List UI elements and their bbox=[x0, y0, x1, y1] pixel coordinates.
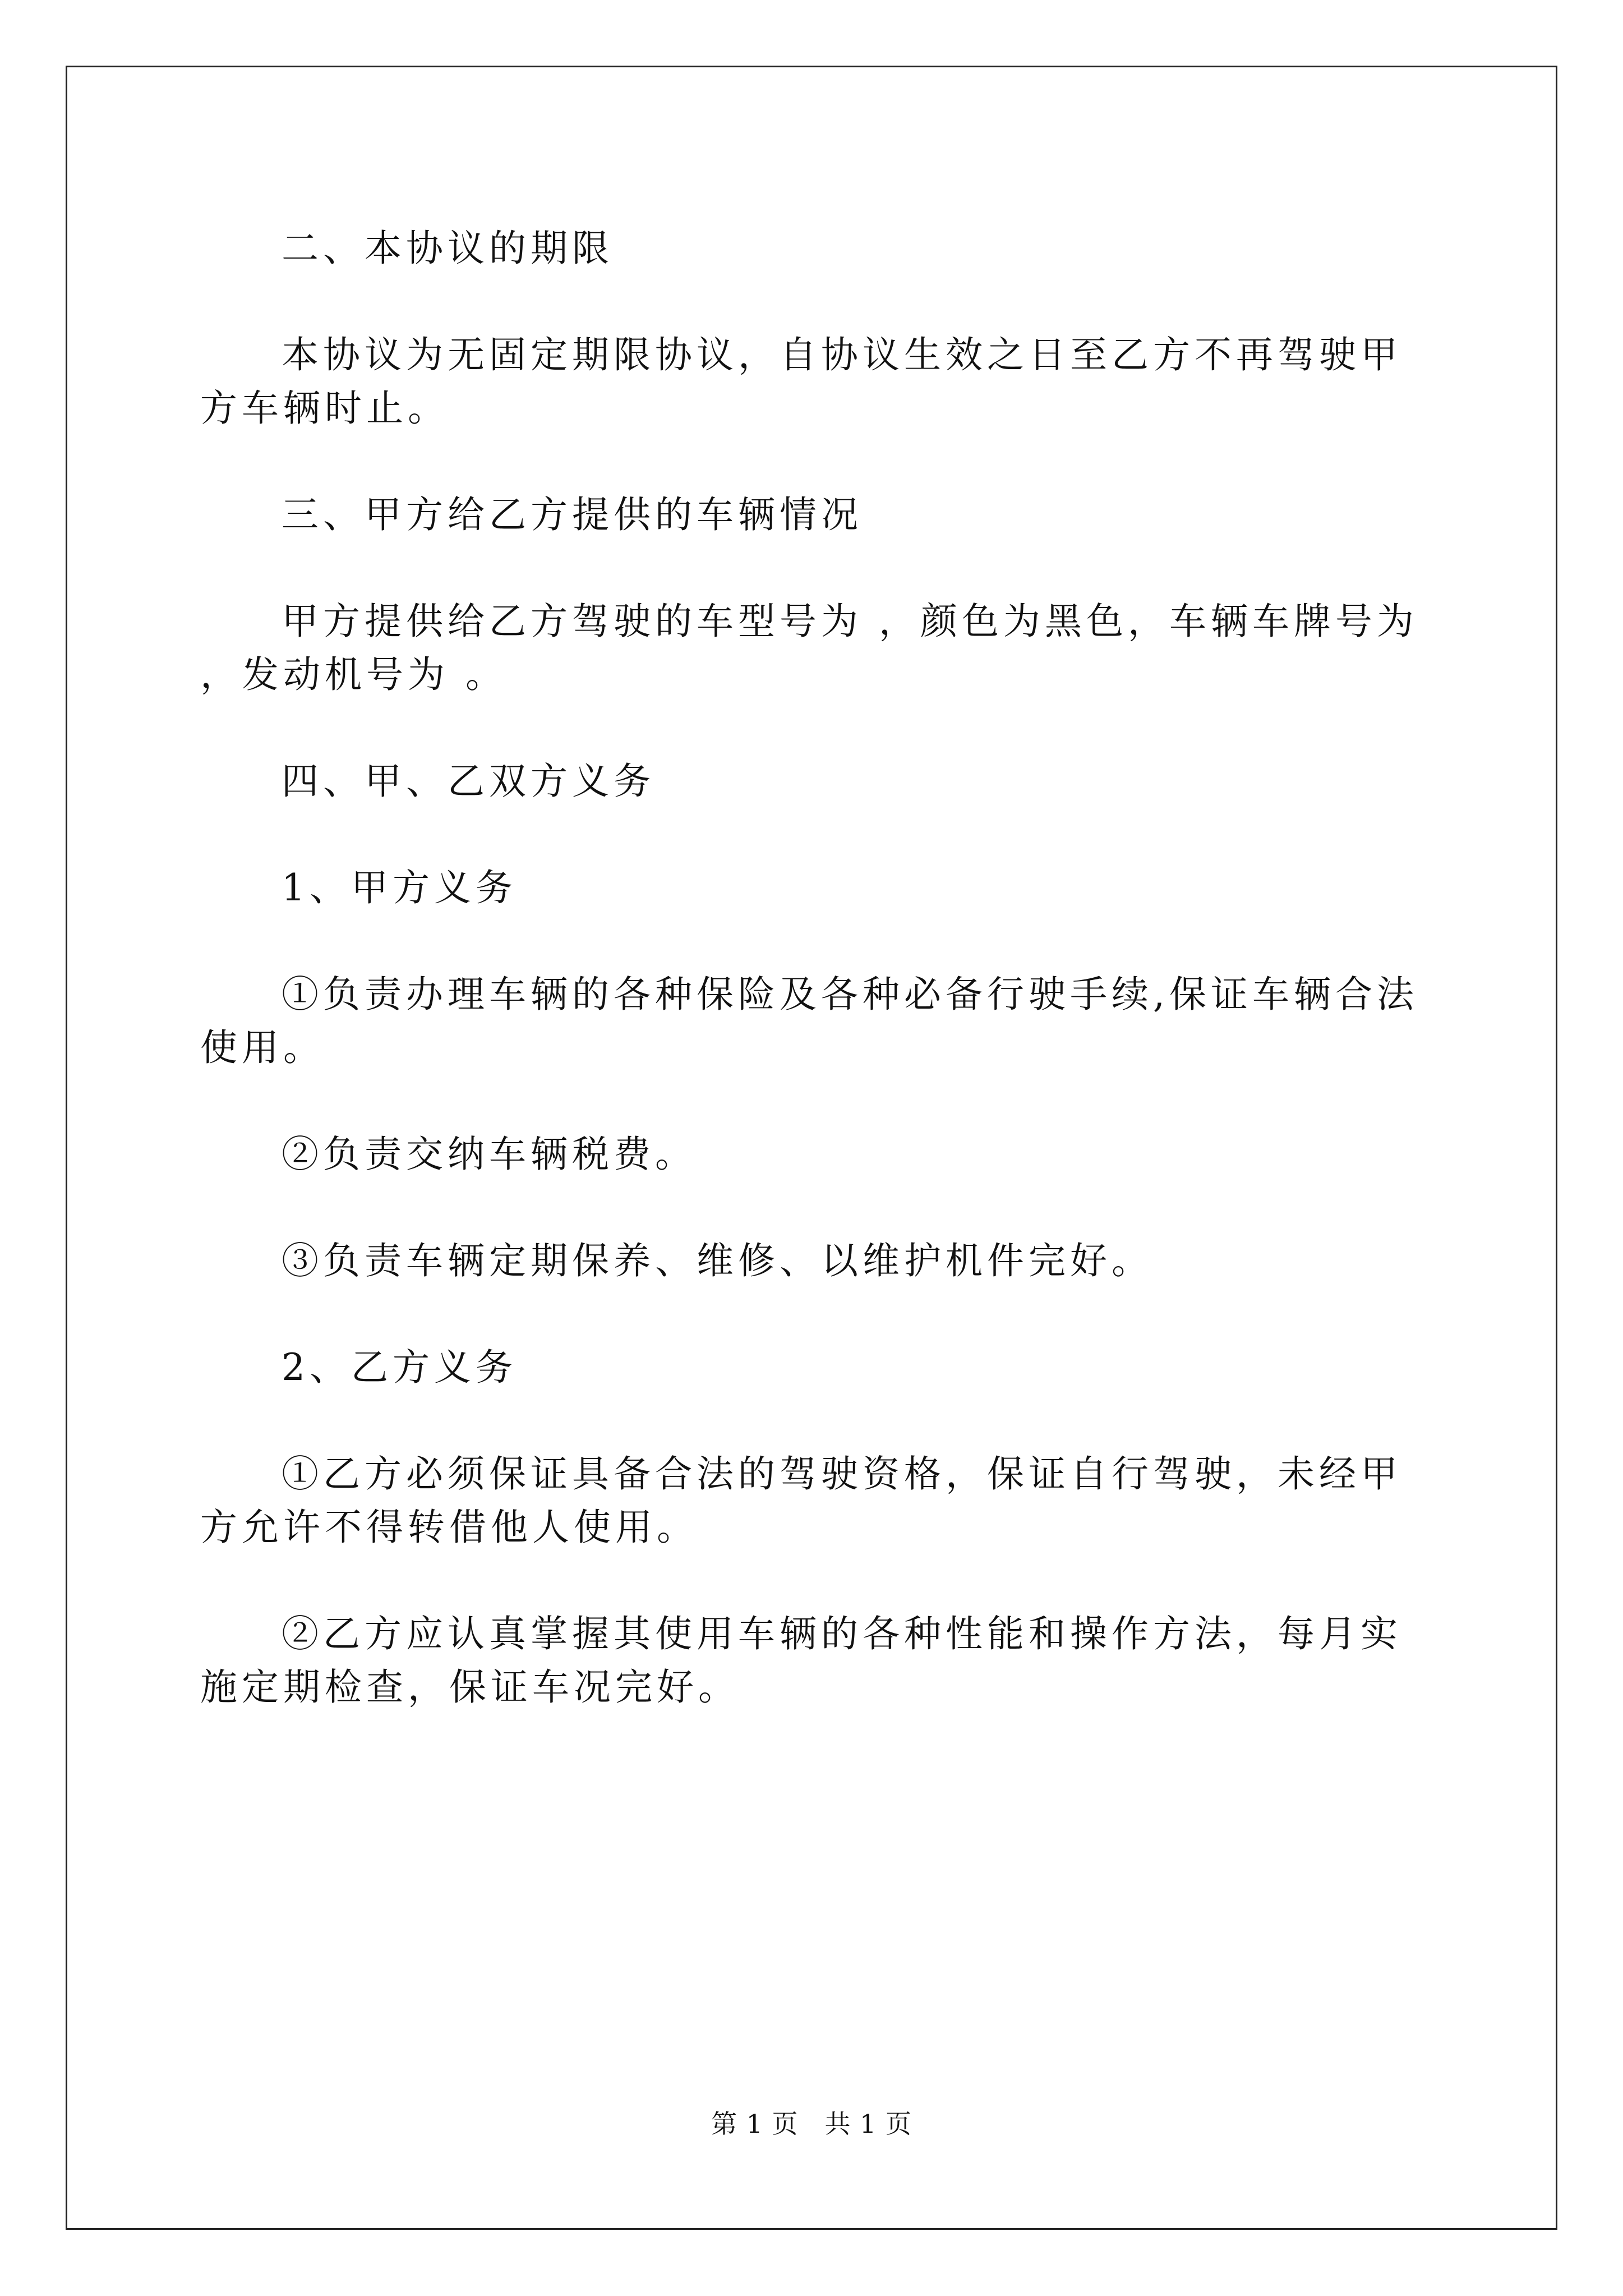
party-a-item-1: ①负责办理车辆的各种保险及各种必备行驶手续,保证车辆合法使用。 bbox=[200, 973, 1418, 1069]
party-a-item-3: ③负责车辆定期保养、维修、以维护机件完好。 bbox=[282, 1239, 1153, 1282]
paragraph-term-content: 本协议为无固定期限协议，自协议生效之日至乙方不再驾驶甲方车辆时止。 bbox=[200, 333, 1402, 430]
party-a-item-2: ②负责交纳车辆税费。 bbox=[282, 1133, 697, 1176]
section-heading-vehicle: 三、甲方给乙方提供的车辆情况 bbox=[282, 493, 863, 536]
party-b-item-1: ①乙方必须保证具备合法的驾驶资格，保证自行驾驶，未经甲方允许不得转借他人使用。 bbox=[200, 1452, 1402, 1549]
page-footer bbox=[0, 2104, 1623, 2141]
party-b-item-2: ②乙方应认真掌握其使用车辆的各种性能和操作方法，每月实施定期检查，保证车况完好。 bbox=[200, 1612, 1402, 1709]
subheading-party-a: 1、甲方义务 bbox=[282, 866, 517, 909]
page-number-total: 共 1 页 bbox=[824, 2109, 912, 2139]
page-number-current: 第 1 页 bbox=[711, 2109, 799, 2139]
document-body bbox=[200, 222, 1440, 1767]
section-heading-obligations: 四、甲、乙双方义务 bbox=[282, 760, 655, 803]
paragraph-vehicle-content: 甲方提供给乙方驾驶的车型号为 ，颜色为黑色，车辆车牌号为 ，发动机号为 。 bbox=[200, 600, 1418, 696]
section-heading-term: 二、本协议的期限 bbox=[282, 227, 614, 270]
subheading-party-b: 2、乙方义务 bbox=[282, 1346, 517, 1389]
